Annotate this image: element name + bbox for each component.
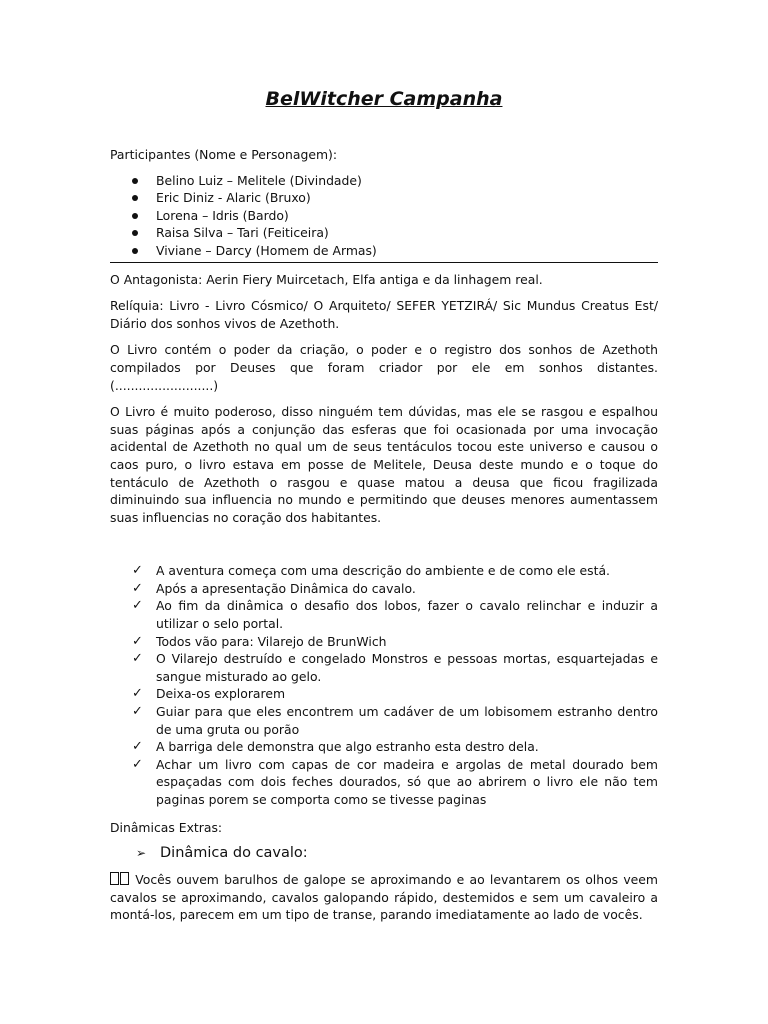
- checkmark-icon: ✓: [132, 756, 143, 772]
- horse-dynamic-title: Dinâmica do cavalo:: [160, 845, 308, 862]
- horse-dynamic-heading: [110, 843, 658, 863]
- checklist-text: A aventura começa com uma descrição do ambiente e de como ele está.: [156, 563, 610, 579]
- participant-item: Eric Diniz - Alaric (Bruxo): [110, 189, 658, 207]
- checklist-text: O Vilarejo destruído e congelado Monstros e pessoas mortas, esquartejadas e sangue misturado ao gelo.: [156, 651, 658, 684]
- checklist-item: [110, 756, 658, 809]
- checkmark-icon: ✓: [132, 704, 143, 720]
- checklist-item: [110, 597, 658, 632]
- participant-item: Raisa Silva – Tari (Feiticeira): [110, 224, 658, 242]
- checklist-text: Ao fim da dinâmica o desafio dos lobos, fazer o cavalo relinchar e induzir a utilizar o selo portal.: [156, 598, 658, 632]
- checklist-text: Após a apresentação Dinâmica do cavalo.: [156, 580, 416, 596]
- checklist-item: [110, 633, 658, 651]
- spacer: [110, 535, 658, 562]
- horse-dynamic-paragraph: [110, 871, 658, 924]
- checkmark-icon: ✓: [132, 563, 143, 579]
- book-history-paragraph: O Livro é muito poderoso, disso ninguém tem dúvidas, mas ele se rasgou e espalhou suas páginas após a conjunção das esferas que foi ocasionada por uma invocação acidental de Azethoth no qual um de seus tentáculos tocou este universo e causou o caos puro, o livro estava em posse de Melitele, Deusa deste mundo e o toque do tentáculo de Azethoth o rasgou e quase matou a deusa que ficou fragilizada diminuindo sua influencia no mundo e permitindo que deuses menores aumentassem suas influencias no coração dos habitantes.: [110, 404, 658, 525]
- participant-item: Viviane – Darcy (Homem de Armas): [110, 242, 658, 260]
- checklist-item: [110, 703, 658, 738]
- horse-dynamic-text: Vocês ouvem barulhos de galope se aproximando e ao levantarem os olhos veem cavalos se aproximando, cavalos galopando rápido, destemidos e sem um cavaleiro a montá-los, parecem em um tipo de transe, parando imediatamente ao lado de vocês.: [110, 872, 658, 923]
- checklist-text: Deixa-os explorarem: [156, 686, 286, 702]
- book-power-paragraph: O Livro contém o poder da criação, o poder e o registro dos sonhos de Azethoth compilados por Deuses que foram criador por ele em sonhos distantes. (.........................): [110, 342, 658, 393]
- adventure-checklist: [110, 562, 658, 808]
- checklist-item: [110, 562, 658, 580]
- checkmark-icon: ✓: [132, 598, 143, 614]
- relic-paragraph: Relíquia: Livro - Livro Cósmico/ O Arquiteto/ SEFER YETZIRÁ/ Sic Mundus Creatus Est/ Diário dos sonhos vivos de Azethoth.: [110, 298, 658, 331]
- checklist-item: [110, 650, 658, 685]
- checklist-item: [110, 738, 658, 756]
- participant-item: Lorena – Idris (Bardo): [110, 207, 658, 225]
- checkmark-icon: ✓: [132, 651, 143, 667]
- checklist-text: A barriga dele demonstra que algo estranho esta destro dela.: [156, 739, 539, 755]
- antagonist-paragraph: O Antagonista: Aerin Fiery Muircetach, Elfa antiga e da linhagem real.: [110, 271, 543, 287]
- arrow-bullet-icon: ➢: [136, 846, 147, 861]
- checklist-text: Achar um livro com capas de cor madeira e argolas de metal dourado bem espaçadas com dois feches dourados, só que ao abrirem o livro ele não tem paginas porem se comporta como se tivesse paginas: [156, 756, 658, 807]
- participants-list: [110, 172, 658, 260]
- checkmark-icon: ✓: [132, 633, 143, 649]
- participant-item: Belino Luiz – Melitele (Divindade): [110, 172, 658, 190]
- checkmark-icon: ✓: [132, 686, 143, 702]
- horizontal-rule: [110, 262, 658, 263]
- extras-label: Dinâmicas Extras:: [110, 819, 223, 835]
- checklist-item: [110, 580, 658, 598]
- checkmark-icon: ✓: [132, 580, 143, 596]
- checkmark-icon: ✓: [132, 739, 143, 755]
- checklist-text: Guiar para que eles encontrem um cadáver de um lobisomem estranho dentro de uma gruta ou porão: [156, 704, 658, 737]
- document-title: BelWitcher Campanha: [265, 88, 503, 110]
- missing-glyph-icon: [120, 872, 129, 885]
- missing-glyph-icon: [110, 872, 119, 885]
- checklist-text: Todos vão para: Vilarejo de BrunWich: [156, 633, 387, 649]
- participants-label: Participantes (Nome e Personagem):: [110, 147, 338, 162]
- checklist-item: [110, 685, 658, 703]
